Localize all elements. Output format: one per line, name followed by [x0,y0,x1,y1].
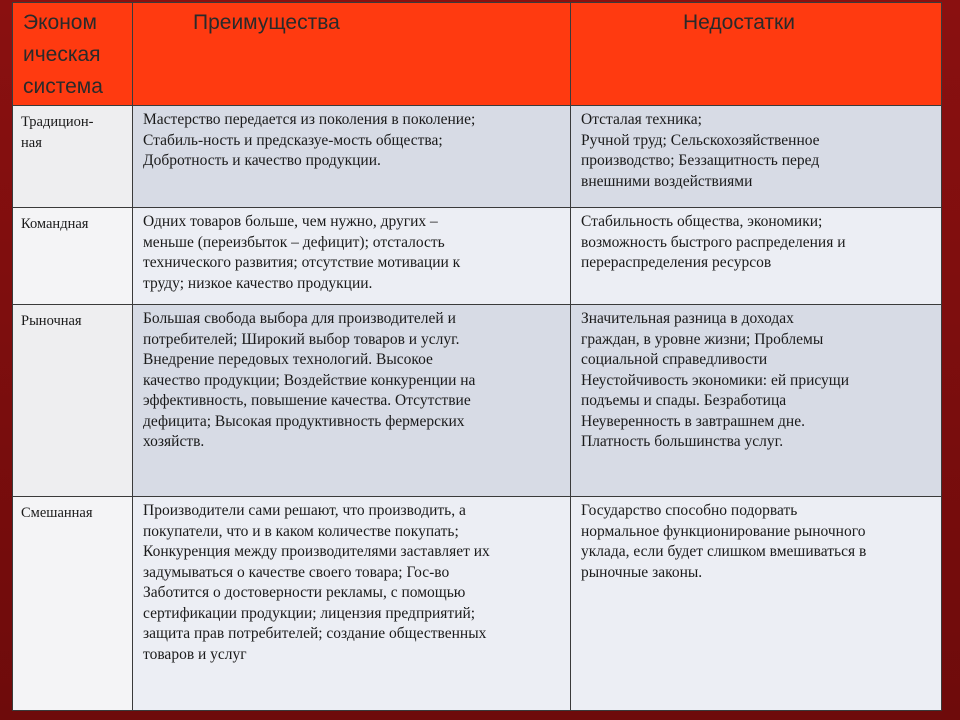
header-disadvantages [571,3,942,106]
economic-systems-table [12,2,942,711]
disadvantages-line: Ручной труд; Сельскохозяйственное [581,131,820,149]
table-row-market [13,305,942,497]
advantages-line: Производители сами решают, что производить, а [143,502,466,519]
header-disadvantages-label: Недостатки [683,11,795,34]
system-name-line: Командная [21,216,89,232]
system-name-cell [13,305,133,497]
disadvantages-line: подъемы и спады. Безработица [581,392,787,409]
advantages-line: дефицита; Высокая продуктивность фермерских [143,412,465,430]
disadvantages-line: граждан, в уровне жизни; Проблемы [581,330,824,348]
disadvantages-line: рыночные законы. [581,563,703,581]
advantages-line: покупатели, что и в каком количестве покупать; [143,522,459,540]
disadvantages-line: возможность быстрого распределения и [581,233,846,251]
advantages-line: Большая свобода выбора для производителей и [143,310,456,327]
advantages-line: задумываться о качестве своего товара; Гос-во [143,563,450,581]
disadvantages-line: Значительная разница в доходах [581,310,794,327]
system-name-line: Традицион- [21,114,94,130]
header-system-line: система [23,75,103,98]
table-row-command [13,208,942,305]
disadvantages-line: Неустойчивость экономики: ей присущи [581,371,850,389]
advantages-cell [133,497,571,711]
advantages-line: товаров и услуг [143,645,247,663]
table-row-mixed [13,497,942,711]
advantages-line: сертификации продукции; лицензия предприятий; [143,604,476,622]
system-name-line: Смешанная [21,505,93,521]
advantages-line: Одних товаров больше, чем нужно, других – [143,213,438,230]
header-system-line: Эконом [23,11,97,34]
advantages-line: Добротность и качество продукции. [143,152,381,169]
disadvantages-line: уклада, если будет слишком вмешиваться в [581,543,867,560]
disadvantages-cell [571,305,942,497]
advantages-line: труду; низкое качество продукции. [143,274,373,292]
advantages-cell [133,305,571,497]
advantages-cell [133,208,571,305]
header-advantages [133,3,571,106]
disadvantages-cell [571,208,942,305]
disadvantages-line: Государство способно подорвать [581,502,798,519]
advantages-line: хозяйств. [143,433,205,450]
disadvantages-line: Неуверенность в завтрашнем дне. [581,412,805,430]
advantages-cell [133,106,571,208]
header-row [13,3,942,106]
disadvantages-line: нормальное функционирование рыночного [581,522,866,540]
advantages-line: эффективность, повышение качества. Отсутствие [143,392,471,409]
advantages-line: Конкуренция между производителями заставляет их [143,543,490,560]
system-name-line: ная [21,134,42,151]
advantages-line: меньше (переизбыток – дефицит); отсталость [143,233,445,251]
disadvantages-cell [571,106,942,208]
disadvantages-line: производство; Беззащитность перед [581,152,820,169]
advantages-line: Внедрение передовых технологий. Высокое [143,351,433,368]
disadvantages-line: Стабильность общества, экономики; [581,213,823,230]
advantages-line: Заботится о достоверности рекламы, с помощью [143,584,466,601]
system-name-cell [13,208,133,305]
disadvantages-line: перераспределения ресурсов [581,254,772,271]
system-name-cell [13,497,133,711]
disadvantages-cell [571,497,942,711]
system-name-cell [13,106,133,208]
advantages-line: Стабиль-ность и предсказуе-мость общества; [143,131,443,149]
system-name-line: Рыночная [21,313,82,329]
advantages-line: технического развития; отсутствие мотивации к [143,254,461,271]
disadvantages-line: внешними воздействиями [581,172,753,190]
disadvantages-line: Платность большинства услуг. [581,433,784,450]
disadvantages-line: социальной справедливости [581,351,768,368]
header-system-line: ическая [23,43,101,66]
disadvantages-line: Отсталая техника; [581,111,702,128]
advantages-line: Мастерство передается из поколения в поколение; [143,111,476,128]
advantages-line: качество продукции; Воздействие конкуренции на [143,371,476,389]
table-row-traditional [13,106,942,208]
header-advantages-label: Преимущества [193,11,340,34]
advantages-line: защита прав потребителей; создание общественных [143,625,487,642]
advantages-line: потребителей; Широкий выбор товаров и услуг. [143,330,460,348]
header-system [13,3,133,106]
